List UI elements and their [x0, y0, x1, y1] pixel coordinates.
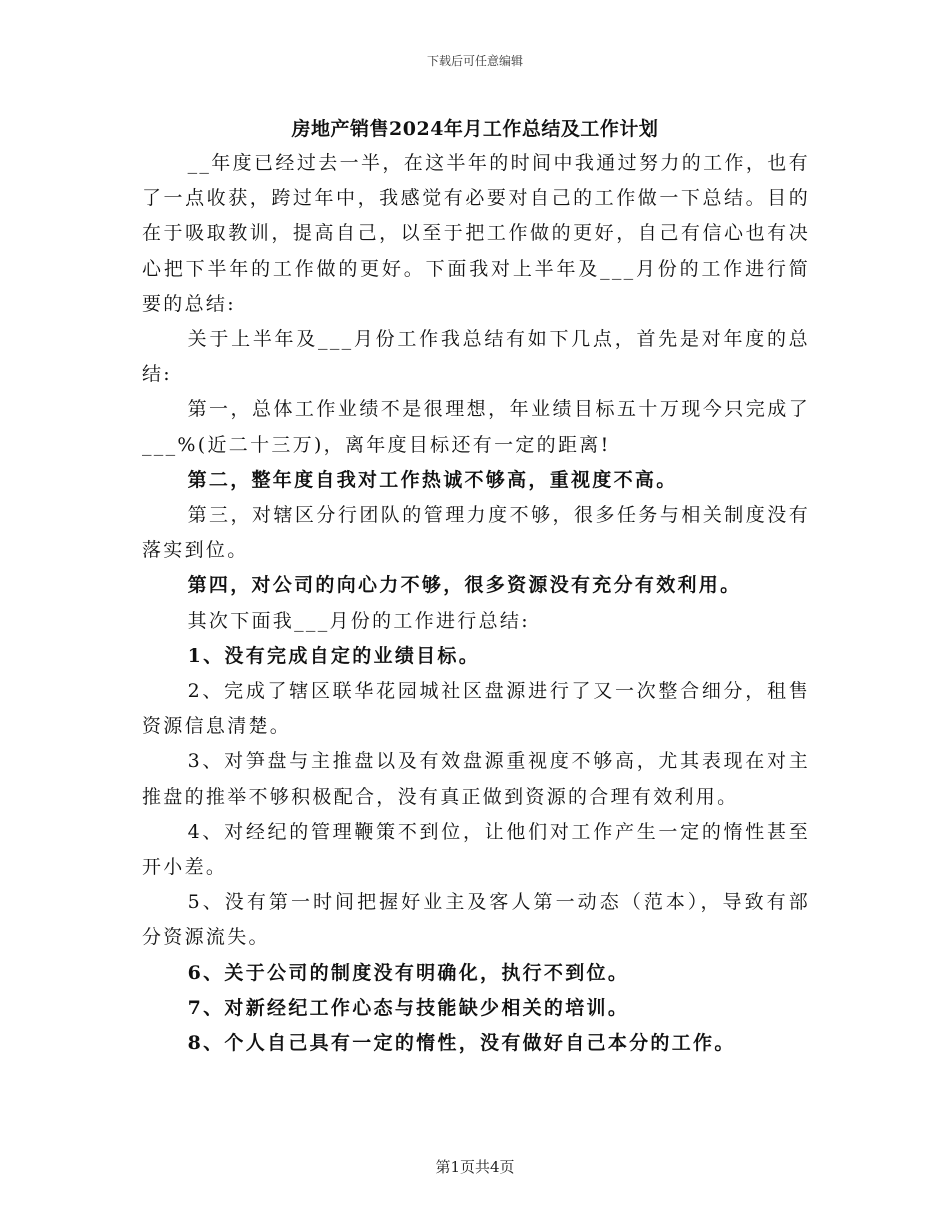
- document-body: [142, 146, 810, 1061]
- page-title: 房地产销售2024年月工作总结及工作计划: [291, 118, 659, 140]
- page-header: 下载后可任意编辑: [426, 54, 523, 68]
- paragraph: 关于上半年及___月份工作我总结有如下几点，首先是对年度的总结:: [142, 328, 810, 386]
- paragraph: 3、对笋盘与主推盘以及有效盘源重视度不够高，尤其表现在对主推盘的推举不够积极配合，没有真正做到资源的合理有效利用。: [142, 750, 810, 808]
- paragraph: 第二，整年度自我对工作热诚不够高，重视度不高。: [187, 468, 678, 491]
- paragraph: 7、对新经纪工作心态与技能缺少相关的培训。: [187, 996, 630, 1019]
- paragraph: 第一，总体工作业绩不是很理想，年业绩目标五十万现今只完成了___%(近二十三万)，离年度目标还有一定的距离!: [142, 398, 810, 456]
- paragraph: 2、完成了辖区联华花园城社区盘源进行了又一次整合细分，租售资源信息清楚。: [142, 680, 810, 738]
- paragraph: 第四，对公司的向心力不够，很多资源没有充分有效利用。: [187, 574, 742, 597]
- paragraph: 6、关于公司的制度没有明确化，执行不到位。: [187, 961, 630, 984]
- paragraph: 其次下面我___月份的工作进行总结:: [187, 609, 530, 632]
- paragraph: 4、对经纪的管理鞭策不到位，让他们对工作产生一定的惰性甚至开小差。: [142, 820, 810, 879]
- paragraph: __年度已经过去一半，在这半年的时间中我通过努力的工作，也有了一点收获，跨过年中，我感觉有必要对自己的工作做一下总结。目的在于吸取教训，提高自己，以至于把工作做的更好，自己有信心也有决心把下半年的工作做的更好。下面我对上半年及___月份的工作进行简要的总结:: [142, 152, 810, 315]
- page-footer: 第1页共4页: [435, 1158, 515, 1176]
- paragraph: 8、个人自己具有一定的惰性，没有做好自己本分的工作。: [187, 1032, 736, 1055]
- paragraph: 1、没有完成自定的业绩目标。: [187, 644, 481, 667]
- paragraph: 第三，对辖区分行团队的管理力度不够，很多任务与相关制度没有落实到位。: [142, 504, 810, 562]
- paragraph: 5、没有第一时间把握好业主及客人第一动态（范本），导致有部分资源流失。: [142, 891, 810, 949]
